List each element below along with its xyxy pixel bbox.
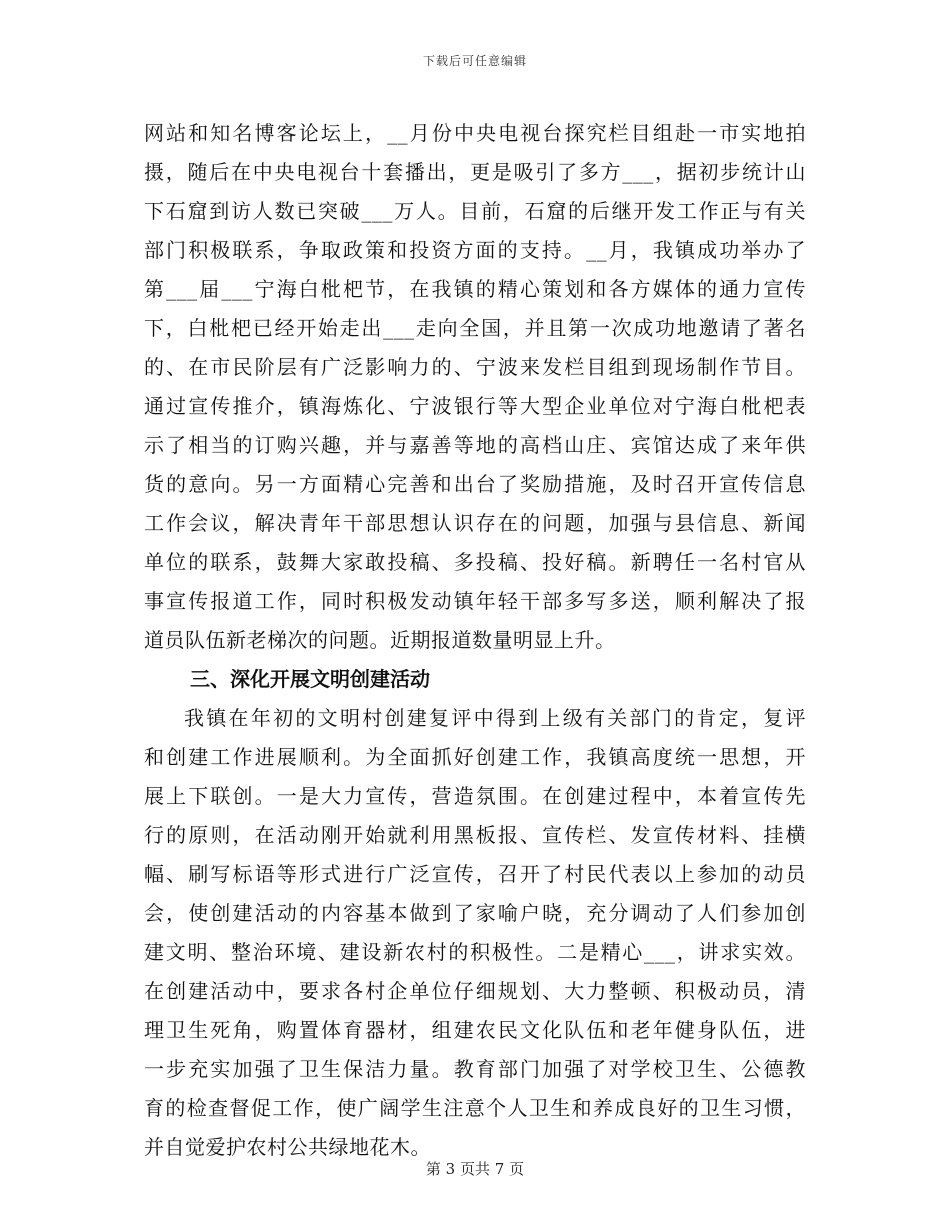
text-line: 工作会议，解决青年干部思想认识存在的问题，加强与县信息、新闻 (144, 511, 806, 535)
paragraph-1 (144, 114, 806, 660)
text-line: 的、在市民阶层有广泛影响力的、宁波来发栏目组到现场制作节目。 (144, 355, 806, 379)
paragraph-2 (144, 699, 806, 1167)
text-line: 下，白枇杷已经开始走出___走向全国，并且第一次成功地邀请了著名 (144, 316, 806, 340)
text-line: 展上下联创。一是大力宣传，营造氛围。在创建过程中，本着宣传先 (144, 784, 806, 808)
text-line: 摄，随后在中央电视台十套播出，更是吸引了多方___，据初步统计山 (144, 160, 806, 184)
text-line: 通过宣传推介，镇海炼化、宁波银行等大型企业单位对宁海白枇杷表 (144, 394, 806, 418)
text-line: 下石窟到访人数已突破___万人。目前，石窟的后继开发工作正与有关 (144, 199, 806, 223)
text-line: 第___届___宁海白枇杷节，在我镇的精心策划和各方媒体的通力宣传 (144, 277, 806, 301)
text-line: 会，使创建活动的内容基本做到了家喻户晓，充分调动了人们参加创 (144, 901, 806, 925)
page-header: 下载后可任意编辑 (422, 54, 527, 68)
text-line: 育的检查督促工作，使广阔学生注意个人卫生和养成良好的卫生习惯， (144, 1096, 806, 1120)
text-line: 和创建工作进展顺利。为全面抓好创建工作，我镇高度统一思想，开 (144, 745, 806, 769)
text-line: 并自觉爱护农村公共绿地花木。 (144, 1135, 431, 1159)
text-line: 行的原则，在活动刚开始就利用黑板报、宣传栏、发宣传材料、挂横 (144, 823, 806, 847)
text-line: 网站和知名博客论坛上，__月份中央电视台探究栏目组赴一市实地拍 (144, 121, 806, 145)
text-line: 一步充实加强了卫生保洁力量。教育部门加强了对学校卫生、公德教 (144, 1057, 806, 1081)
page-number: 第 3 页共 7 页 (425, 1160, 525, 1178)
text-line: 在创建活动中，要求各村企单位仔细规划、大力整顿、积极动员，清 (144, 979, 806, 1003)
text-line: 建文明、整治环境、建设新农村的积极性。二是精心___，讲求实效。 (144, 940, 806, 964)
text-line: 我镇在年初的文明村创建复评中得到上级有关部门的肯定，复评 (184, 706, 806, 730)
text-line: 事宣传报道工作，同时积极发动镇年轻干部多写多送，顺利解决了报 (144, 589, 806, 613)
document-body (144, 114, 806, 1167)
text-line: 货的意向。另一方面精心完善和出台了奖励措施，及时召开宣传信息 (144, 472, 806, 496)
text-line: 部门积极联系，争取政策和投资方面的支持。__月，我镇成功举办了 (144, 238, 806, 262)
text-line: 单位的联系，鼓舞大家敢投稿、多投稿、投好稿。新聘任一名村官从 (144, 550, 806, 574)
text-line: 示了相当的订购兴趣，并与嘉善等地的高档山庄、宾馆达成了来年供 (144, 433, 806, 457)
text-line: 道员队伍新老梯次的问题。近期报道数量明显上升。 (144, 628, 616, 652)
text-line: 幅、刷写标语等形式进行广泛宣传，召开了村民代表以上参加的动员 (144, 862, 806, 886)
section-heading: 三、深化开展文明创建活动 (190, 667, 430, 691)
text-line: 理卫生死角，购置体育器材，组建农民文化队伍和老年健身队伍，进 (144, 1018, 806, 1042)
